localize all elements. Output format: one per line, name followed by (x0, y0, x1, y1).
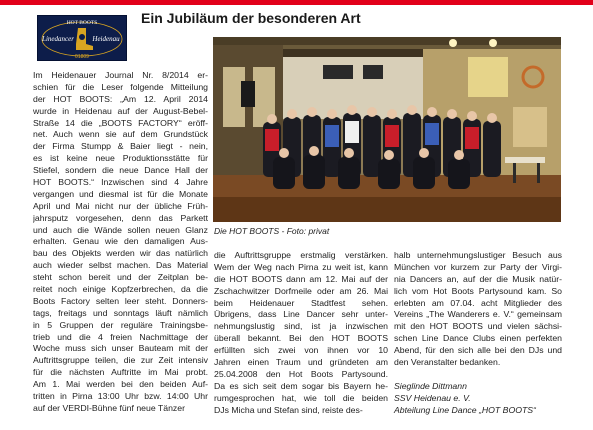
article-text-line: nia Dancers an, auf der die Musik natür- (394, 273, 562, 284)
article-text-line: die HOT BOOTS dann am 12. Mai auf der (214, 273, 388, 284)
logo-left-text: Linedancer (42, 35, 74, 43)
article-text-line: net. Auch wenn sie auf dem Grundstück (33, 129, 208, 140)
article-text-line: Boots Factory selten leer steht. Donners- (33, 295, 208, 306)
group-photo (213, 37, 561, 222)
article-text-line: München vor kurzem zur Party der Virgi- (394, 261, 562, 272)
signature-department: Abteilung Line Dance „HOT BOOTS“ (394, 404, 536, 415)
article-text-line: auch wieder selbst machen. Das Material (33, 260, 208, 271)
article-text-line: jahrsputz vorgesehen, denn das Parkett (33, 212, 208, 223)
article-text-line: erfüllten sich zwei von ihnen vor 10 (214, 345, 388, 356)
article-text-line: Auftrittsgruppe teilen, die zur Zeit intensiv (33, 355, 208, 366)
logo-right-text: Heidenau (92, 35, 120, 43)
article-text-line: Woche muss sich unser Bauteam mit der (33, 343, 208, 354)
article-text-line: HOT BOOTS.“ Inzwischen sind 4 Jahre (33, 177, 208, 188)
logo-top-text: HOT BOOTS (66, 20, 98, 26)
article-text-line: beim Heidenauer Stadtfest sehen. (214, 297, 388, 308)
article-text-line: und auch die Wände sollen neuen Glanz (33, 224, 208, 235)
logo-bottom-text: 01809 (75, 54, 89, 60)
article-text-line: erlebten am 07.04. acht Mitglieder des (394, 297, 562, 308)
article-text-line: in 5 Gruppen der reguläre Trainingsbe- (33, 319, 208, 330)
article-text-line: halb unternehmungslustiger Besuch aus (394, 250, 562, 260)
article-text-line: steht schon bereit und der Zeitplan be- (33, 272, 208, 283)
article-column-2 (214, 250, 388, 416)
logo-graphic (38, 16, 126, 60)
article-text-line: Vereins „The Wanderers e. V.“ gemeinsam (394, 309, 562, 320)
hot-boots-logo (37, 15, 127, 61)
article-text-line: schen Line Dance Clubs einen perfekten (394, 333, 562, 344)
article-text-line: wurde in Heidenau auf der August-Bebel- (33, 105, 208, 116)
article-text-line: Jahren einen Traum und gründeten am (214, 357, 388, 368)
article-text-line: Übrigens, dass Line Dancer sehr unter- (214, 309, 388, 320)
article-column-1 (33, 70, 208, 415)
signature-club: SSV Heidenau e. V. (394, 392, 471, 403)
article-text-line: tags, freitags und sonntags läuft nämlich (33, 307, 208, 318)
signature-block (394, 381, 536, 417)
article-text-line: den Veranstalter bedanken. (394, 357, 501, 368)
article-text-line: es ist keine neue Produktionsstätte für (33, 153, 208, 164)
article-column-3 (394, 250, 562, 369)
article-text-line: für die nächsten Auftritte im Mai probt. (33, 367, 208, 378)
article-text-line: vergangen und diesmal ist für die Monate (33, 188, 208, 199)
article-text-line: erhalten. Genau wie den damaligen Aus- (33, 236, 208, 247)
article-text-line: mit den HOT BOOTS und vielen sächsi- (394, 321, 562, 332)
article-text-line: Straße 14 die „BOOTS FACTORY“ eröff- (33, 117, 208, 128)
article-text-line: tritten in Pirna 13:00 Uhr bzw. 14:00 Uhr (33, 391, 208, 402)
article-text-line: Abend, für den sich alle bei den DJs und (394, 345, 562, 356)
article-text-line: trieb und die 4 freien Nachmittage der (33, 331, 208, 342)
article-text-line: der Firma Stumpp & Baier liegt - nein, (33, 141, 208, 152)
article-text-line: der HOT BOOTS: „Am 12. April 2014 (33, 93, 208, 104)
article-text-line: Im Heidenauer Journal Nr. 8/2014 er- (33, 70, 208, 80)
article-text-line: Zschachwitzer Dorfmeile oder am 26. Mai (214, 285, 388, 296)
article-text-line: die Auftrittsgruppe erstmalig verstärken. (214, 250, 388, 260)
article-text-line: rumgesprochen hat, wie toll die beiden (214, 392, 388, 403)
article-text-line: 25.04.2008 den Hot Boots Partysound. (214, 368, 388, 379)
photo-caption: Die HOT BOOTS - Foto: privat (214, 226, 330, 236)
article-text-line: DJs Micha und Stefan sind, reiste des- (214, 404, 363, 415)
article-text-line: April und Mai nicht nur der übliche Früh- (33, 200, 208, 211)
article-text-line: Am 1. Mai werden bei den beiden Auf- (33, 379, 208, 390)
article-text-line: nehmungslustig sind, ist ja inzwischen (214, 321, 388, 332)
top-accent-bar (0, 0, 593, 5)
article-text-line: bau des Objekts werden wir das natürlich (33, 248, 208, 259)
article-text-line: Wem der Weg nach Pirna zu weit ist, kann (214, 261, 388, 272)
article-text-line: auf der VERDI-Bühne fünf neue Tänzer (33, 402, 185, 413)
article-text-line: Da es sich seit dem sogar bis Bayern he- (214, 380, 388, 391)
article-text-line: überall bekannt. Bei den HOT BOOTS (214, 333, 388, 344)
article-text-line: lich vom Hot Boots Partysound kam. So (394, 285, 562, 296)
signature-author: Sieglinde Dittmann (394, 381, 467, 391)
article-headline: Ein Jubiläum der besonderen Art (141, 10, 361, 26)
group-photo-image (213, 37, 561, 222)
article-text-line: reitet noch einige Kopfzerbrechen, da die (33, 284, 208, 295)
article-text-line: schien für die Leser folgende Mitteilung (33, 81, 208, 92)
article-text-line: Stiefel, sondern die neue Dance Hall der (33, 165, 208, 176)
